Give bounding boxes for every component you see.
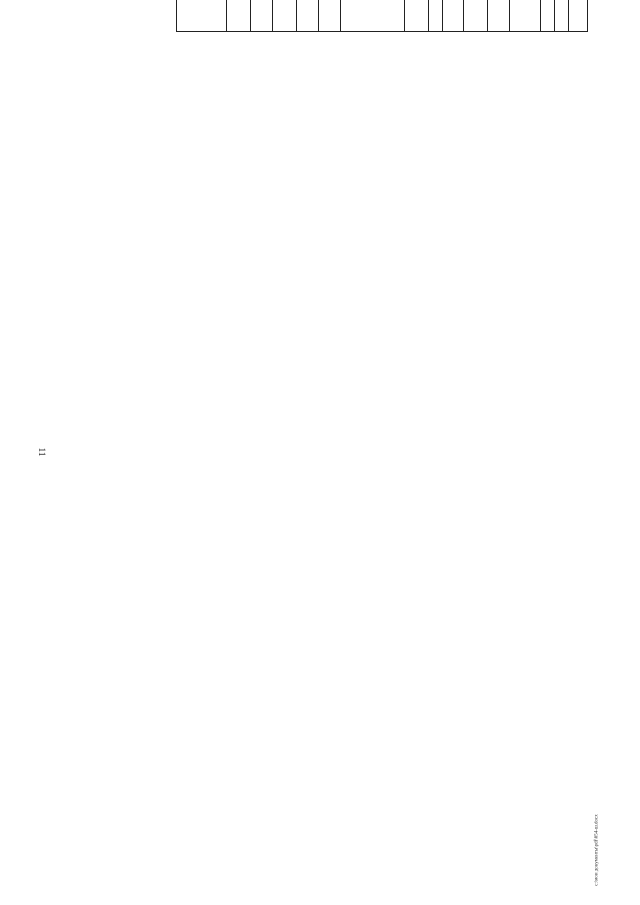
table-row xyxy=(429,0,443,32)
table-row xyxy=(251,0,273,32)
row-value-col7 xyxy=(273,0,297,32)
table-row xyxy=(273,0,297,32)
column-header xyxy=(569,0,588,32)
table-row xyxy=(297,0,319,32)
row-value-col7 xyxy=(251,0,273,32)
row-value-col7 xyxy=(541,0,555,32)
row-value-col7 xyxy=(297,0,319,32)
table-row xyxy=(405,0,429,32)
row-value-col7 xyxy=(555,0,569,32)
table-row xyxy=(541,0,555,32)
row-value-col7 xyxy=(429,0,443,32)
data-table xyxy=(176,0,588,32)
table-row xyxy=(341,0,405,32)
page-number: 11 xyxy=(37,447,47,457)
table-row xyxy=(555,0,569,32)
row-value-col7 xyxy=(341,0,405,32)
footer-file-path: c:\мои документы\pdf\654-ш.docx xyxy=(594,814,600,886)
row-value-col7 xyxy=(510,0,541,32)
row-value-col7 xyxy=(464,0,488,32)
row-value-col7 xyxy=(488,0,510,32)
row-value-col7 xyxy=(443,0,464,32)
row-value-col7 xyxy=(177,0,227,32)
row-value-col7 xyxy=(319,0,341,32)
table-row xyxy=(227,0,251,32)
table-row xyxy=(510,0,541,32)
table-row xyxy=(443,0,464,32)
rotated-table-sheet xyxy=(28,0,588,31)
table-header-row xyxy=(569,0,588,32)
table-row xyxy=(177,0,227,32)
table-row xyxy=(488,0,510,32)
table-body xyxy=(177,0,569,32)
row-value-col7 xyxy=(405,0,429,32)
table-row xyxy=(464,0,488,32)
table-row xyxy=(319,0,341,32)
row-value-col7 xyxy=(227,0,251,32)
